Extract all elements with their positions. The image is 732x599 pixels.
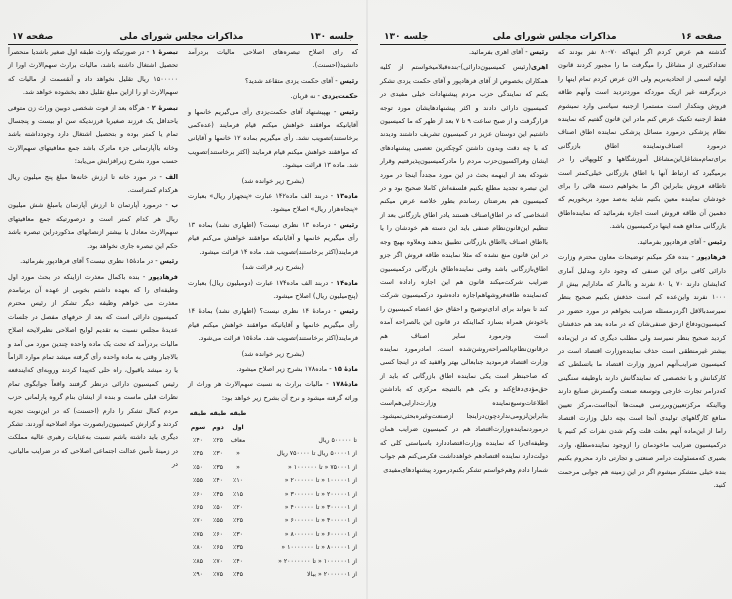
speaker-name: تبصرهٔ ۱ — [151, 48, 178, 56]
paragraph — [380, 61, 548, 477]
paragraph-text: که رای اصلاح تبصره‌های اصلاحی مالیات بردرآمد دانشید(احسنت). — [188, 48, 358, 70]
speaker-name: تبصرهٔ ۲ — [151, 103, 178, 112]
paragraph — [8, 102, 178, 169]
paragraph-text: - درمورد آپارتمان تا ارزش آپارتمان یامبلغ شش میلیون ریال هر کدام کمتر است و درصورتیکه جمع معافیتهای سهم‌الارث معادل یا بیشتر ازنصابهای مذکوردراین تبصره باشد حکم این تبصره جاری نخواهد بود. — [8, 201, 178, 250]
table-row — [188, 474, 358, 487]
rate-cell: ٪۳۵ — [233, 544, 243, 552]
page-number: صفحه ۱۶ — [680, 32, 722, 42]
page-header — [380, 26, 726, 45]
paragraph — [188, 90, 358, 103]
speaker-name: فرهادپور — [148, 272, 178, 281]
paragraph — [8, 271, 178, 472]
rate-cell: ٪۴۰ — [213, 477, 223, 485]
rate-cell: ٪۸۵ — [193, 557, 203, 565]
header-class: طبقه دوم — [209, 410, 227, 431]
paragraph-text: - درماده ۱۳ نظری نیست؟ (اظهاری نشد) بماده ۱۳ رأی میگیریم خانمها و آقایانیکه موافقند خواهش می‌کنم قیام فرمایند(اکثر برخاستند)تصویب شد. ماده ۱۴ قرائت میشود. — [188, 220, 358, 256]
rate-cell: ٪۵۰ — [213, 504, 223, 511]
header-class: طبقه اول — [229, 410, 247, 431]
paragraph-text: - دربند الف ماده۱۷۴ عبارت (دومیلیون ریال) بعبارت (پنج‌میلیون ریال) اصلاح میشود. — [188, 278, 358, 300]
speaker-name: مادهٔ ۱۵ — [333, 364, 358, 373]
paragraph-text: - هرگاه بعد از فوت شخصی دوبین وراث زن متوفی یاحداقل یک فرزند صغیریا فرزندیکه سن او بیست و پنجسال تمام یا کمتر بوده و بتحصیل اشتغال دارد وجودداشته باشد وخانه یاآپارتمانی جزء ماترک باشد جمع معافیتهای سهم‌الارث حسب مورد بشرح زیرافزایش می‌یابد: — [8, 103, 178, 166]
speaker-name: فرهادپور — [696, 253, 726, 262]
rate-cell: ٪۴۵ — [193, 450, 203, 458]
paragraph — [188, 378, 358, 405]
rate-cell: ٪۱۰ — [233, 477, 243, 485]
rate-cell: ٪۴۰ — [233, 557, 243, 565]
rate-cell: ٪۳۵ — [213, 463, 223, 471]
speaker-name: ماده۱۳ — [336, 192, 358, 201]
paragraph-text: - مالیات برارث به نسبت سهم‌الارث هر وراث از وراثه گرفته میشود و نرخ آن بشرح زیر خواهد بود: — [188, 380, 358, 402]
paragraph — [188, 106, 358, 173]
bracket-cell: از ۱۰۰۰۰۰۰۱ « تا ۲۰۰۰۰۰۰۰ « — [278, 557, 357, 565]
paragraph — [188, 46, 358, 73]
rate-cell: ٪۷۵ — [213, 571, 223, 579]
paragraph — [558, 236, 726, 249]
paragraph-text: - آقای اهری بفرمائید. — [468, 48, 530, 56]
table-row — [188, 501, 358, 514]
table-row — [188, 514, 358, 527]
rate-cell: ٪۷۰ — [193, 517, 203, 525]
rate-cell: ٪۴۵ — [233, 571, 243, 579]
speaker-name: رئیس — [339, 220, 358, 229]
speaker-name: رئیس — [339, 76, 358, 85]
paragraph — [8, 171, 178, 198]
book-gutter — [366, 0, 368, 599]
publication-title: مذاکرات مجلس شورای ملی — [492, 32, 617, 42]
table-row — [188, 555, 358, 568]
table-row — [188, 528, 358, 541]
rate-cell: ٪۵۵ — [213, 517, 223, 525]
paragraph-text: - ماده۱۷۸ بشرح زیر اصلاح میشود. — [236, 364, 334, 373]
paragraph — [380, 46, 548, 59]
rate-cell: ٪۱۵ — [233, 490, 243, 498]
bracket-cell: از ۳۰۰۰۰۰۱ « تا ۴۰۰۰۰۰۰ « — [284, 504, 357, 511]
speaker-name: مادهٔ۱۷۸ — [332, 380, 358, 389]
paragraph — [558, 251, 726, 492]
speaker-name: ب — [171, 201, 178, 210]
rate-cell: ٪۶۵ — [213, 544, 223, 552]
rate-cell: « — [236, 450, 240, 458]
rate-cell: ٪۷۵ — [193, 530, 203, 538]
table-row — [188, 488, 358, 501]
rate-cell: ٪۶۵ — [193, 504, 203, 511]
rate-cell: ٪۲۵ — [213, 436, 223, 444]
table-header-row — [188, 407, 358, 434]
paragraph-text: - در صورتیکه وارث طبقه اول صغیر باشدیا منحصراً تحصیل اشتغال داشته باشد، مالیات برارث سهم‌الارث اورا از ۱۵۰۰۰۰۰ ریال تقلیل نخواهد داد و آنقسمت از مالیات که سهم‌الارث او را ازاین مبلغ تقلیل دهد بخشوده خواهد شد. — [8, 48, 178, 97]
header-bracket — [248, 407, 358, 434]
paragraph — [188, 219, 358, 259]
paragraph — [188, 75, 358, 88]
speaker-name: الف — [165, 172, 178, 181]
text-column-right — [188, 46, 358, 579]
bracket-cell: از ۲۰۰۰۰۰۰۱ « ببالا — [306, 571, 357, 579]
text-column-left — [380, 46, 548, 559]
speaker-name: رئیس — [159, 257, 178, 266]
paragraph-text: - درمادهٔ ۱۴ نظری نیست؟ (اظهاری نشد) بمادهٔ ۱۴ رأی میگیریم خانمها و آقایانیکه موافقند خواهش میکنم قیام فرمایند(اکثر برخاستند)تصویب شد. مادهٔ۱۵ قرائت می‌شود. — [188, 307, 358, 343]
table-row — [188, 541, 358, 554]
session-label: جلسه ۱۳۰ — [384, 32, 429, 42]
paragraph: (بشرح زیر خوانده شد) — [241, 349, 305, 358]
rate-cell: ٪۶۰ — [213, 530, 223, 538]
page-number: صفحه ۱۷ — [12, 32, 54, 42]
paragraph-text: گذشته هم عرض کردم اگر اینهاکه ۷۰-۸۰ نفر بودند که تعدادکثیری از مشاغل را میگرفت ما را مجبور کردند قانون اولیه اسمی از اتحادیه‌بریم ولی الان عرض کردم تمام اینها را دربرگرفته غیر ازیک موردکه موردتردید است وآنهم طاقه فروش وبنکدار است مستمرا ازجنبه سیاسی وارد نمیشوم فقط ازجنبه تکنیک عرض کنم مادر این قانون گفتیم که نماینده نظام پزشکی درمورد مسائل پزشکی نماینده اطاق اصناف درمورد اصناف‌ونماینده اطاق بازرگانی برای‌تمام‌مشاغل‌این‌مشاغل آموزشگاهها و کلوپهائی را در برمیگیرد که ارتباط آنها با اطاق بازرگانی خیلی‌کمتر است تاطاقه فروش بنابراین اگر ما بخواهیم دسته هائی را برای خودشان نماینده معین بکنیم شاید به‌صد مورد بربخوریم که دهمین آن طاقه فروش است اجازه بفرمائید که نماینده‌اطاق بازرگانی مدافع همه اینها درکمیسیون باشد. — [558, 48, 727, 231]
paragraph — [8, 255, 178, 268]
text-column-left — [8, 46, 178, 559]
rate-cell: ٪۴۰ — [193, 436, 203, 444]
text-column-right — [558, 46, 726, 559]
bracket-cell: از ۱۰۰۰۰۰۱ « تا ۲۰۰۰۰۰۰ « — [284, 477, 357, 485]
page-17 — [8, 0, 358, 599]
page-16 — [380, 0, 726, 599]
paragraph-text: - بهپیشنهاد آقای حکمت‌یزدی رأی می‌گیریم خانمها و آقایانیکه موافقند خواهش میکنم قیام فرمایند (عده‌کمی برخاستند)تصویب نشد. رأی میگیریم بماده ۱۲ خانمها و آقایانی که موافقند خواهش میکنم قیام فرمایند (اکثر برخاستند)تصویب شد. ماده ۱۳ قرائت میشود. — [188, 107, 358, 170]
paragraph: (بشرح زیر خوانده شد) — [241, 176, 305, 185]
rate-cell: ٪۵۵ — [193, 477, 203, 485]
rate-cell: ٪۹۰ — [193, 571, 203, 579]
paragraph-text: - در مادهٔ۱۵ نظری نیست؟ آقای فرهادپور بفرمائید. — [20, 257, 160, 266]
rate-cell: ٪۴۵ — [213, 490, 223, 498]
speaker-name: رئیس — [339, 307, 358, 316]
tax-rate-table — [188, 407, 358, 581]
bracket-cell: از ۲۰۰۰۰۰۱ « تا ۳۰۰۰۰۰۰ « — [284, 490, 357, 498]
bracket-cell: از ۷۵۰۰۰۱ « تا ۱۰۰۰۰۰۰ « — [288, 463, 357, 471]
speaker-name: رئیس — [529, 48, 548, 56]
rate-cell: ٪۲۵ — [233, 517, 243, 525]
rate-cell: ٪۲۰ — [233, 504, 243, 511]
table-row — [188, 568, 358, 581]
session-label: جلسه ۱۳۰ — [309, 32, 354, 42]
rate-cell: ٪۶۰ — [193, 490, 203, 498]
speaker-name: ماده۱۴ — [336, 278, 358, 287]
speaker-name: اهری — [531, 63, 548, 72]
paragraph — [8, 199, 178, 253]
paragraph-text: - بنده فکر میکنم توضیحات معاون محترم وزارت دارائی کافی برای این صنفی که وجود دارد وبدلیل آماری که‌ایشان دارند ۷۰ یا ۸۰ نفرند و باآمار که مادارایم بیش از ۱۰۰۰ نفرند واین‌عده کم است حذفش بکنیم صحیح بنظر نمیرسدبالاقل اگردرمسئله ضرایب بخواهم در مورد حضور در کمیسیون‌ودفاع ازحق صنفی‌شان که در ماده بعد هم حذفشان کردید صحیح بنظر نمیرسد ولی مطلب دیگری که در این‌ماده بیشتر غیرمنطقی است حذف نماینده‌وزارت اقتصاد است در کمیسیون ضرایب‌آنهم امروز وزارت اقتصاد ما باتسلطی که کارکنانش و با تخصصی که نمایندگانش دارند باوظیفه سنگینی که‌درامر تجارت خارجی وتوسعه صنعت وگسترش صنایع دارند وبااینکه مرکز‌تعیین‌وبررسی قیمت‌ها آنجااست،مرکز تعیین منافع کارگاههای تولیدی آنجا است بچه دلیل وزارت اقتصاد راما از این‌ماده آنهم بعلت قلت وکم شدن نفرات کم کنیم یا درکمیسیون ضرایب ماخودمان را ازوجود نماینده‌مطلع، وارد، بصیری که‌مسئولیت درامر صنعتی و تجارتی دارد محروم بکنیم بنده خیلی متشکر میشوم اگر در این زمینه هم جوابی مرحمت کنید. — [558, 253, 726, 489]
bracket-cell: از ۶۰۰۰۰۰۱ « تا ۸۰۰۰۰۰۰ « — [284, 530, 357, 538]
speaker-name: حکمت‌یزدی — [322, 92, 358, 101]
speaker-name: رئیس — [707, 237, 726, 246]
paragraph — [558, 46, 726, 234]
paragraph — [188, 190, 358, 217]
rate-cell: ٪۳۰ — [213, 450, 223, 458]
rate-cell: ٪۵۰ — [193, 463, 203, 471]
rate-cell: معاف — [230, 436, 246, 444]
rate-cell: ٪۳۰ — [233, 530, 243, 538]
table-row — [188, 447, 358, 460]
bracket-cell: از ۵۰۰۰۰۱ ریال تا ۷۵۰۰۰۰ ریال — [276, 450, 357, 458]
paragraph — [188, 277, 358, 304]
table-row — [188, 461, 358, 474]
paragraph-text: - در مورد خانه تا ارزش خانه‌ها مبلغ پنج میلیون ریال هرکدام کمتراست. — [8, 172, 178, 195]
table-row — [188, 434, 358, 447]
header-class: طبقه سوم — [189, 410, 207, 431]
bracket-cell: از ۸۰۰۰۰۰۱ « تا ۱۰۰۰۰۰۰۰ « — [281, 544, 357, 552]
publication-title: مذاکرات مجلس شورای ملی — [119, 32, 244, 42]
rate-cell: « — [236, 463, 240, 471]
rate-cell: ٪۸۰ — [193, 544, 203, 552]
paragraph-text: (رئیس کمیسیون‌دارائی)-بنده‌قبلا‌میخواستم از کلیه همکاران بخصوص از آقای فرهادپور و آقای حکمت یزدی تشکر بکنم که نمایندگی حزب مردم پیشنهادات خیلی مفیدی در کمیسیون دارائی دادند و اکثر پیشنهادهایشان مورد توجه قرارگرفت و از صبح ساعت ۹ تا ۷ بعد از ظهر که ما کمیسیون داشتیم این دوستان عزیز در کمیسیون‌ تشریف داشتند ودیدند که با چه دقت وبدون داشتن کوچکترین تعصبی پیشنهادهای ایشان وفراکسیون‌حزب مردم را مادرکمیسیون‌پذیرفتیم وقرار شودکه بعد از اینهمه بحث در این مورد مجدداً اینجا در مورد این تبصره تجدید مطلع بکنیم فلسفه‌اش کاملا صحیح بود و در کمیسیون هم بعرضتان رساندم بطور خلاصه عرض میکنم اشخاصی که در اطاق‌اصناف هستند یادر اطاق بازرگانی بعد از تنظیم این‌قانون‌نظام صنفی باید این دسته هم خودشان را یا بااطاق اصناف یااطاق بازرگانی تطبیق بدهند وبعلاوه بهیچ وجه در این قانون منع نشده که مثلا نماینده طاقه فروش اگر جزو اطاق‌بازرگانی باشد وقتی نماینده‌اطاق بازرگانی درکمیسیون ضرایب شرکت‌میکند قانون هم این اجازه راداده است که‌نماینده طاقه‌فروشها‌هم‌اجازه داده‌شود درکمیسیون شرکت کند تا بتواند برای ادای‌توضیح و احقاق حق اعضاء کمیسیون را باخودش همراه بسازد کمااینکه در قانون این بالصراحه آمده است ودرمورد سایر اصناف هم درقانون‌نظام‌بالصراحه‌روشن‌شده است. امادرمورد نماینده وزارت اقتصاد فرمودید جنابعالی بهتر واقفید که در اینجا کسی که صاحبنظر است یکی نماینده اطاق بازرگانی که باید از حق‌مؤدی‌دفاع‌کند و یکی هم بالنتیجه مرکزی که باداشتن اطلاعات‌وسیع‌نماینده وزارت‌دارایی‌هم‌است بنابراین‌لزومی‌ندارد‌چون‌در‌اینجا ازصنعت‌وغیره‌بحثی‌نمیشود. درمورد‌نماینده‌وزارت‌اقتصاد هم در کمیسیون ضرایب همان وظیفه‌ای‌را که نماینده وزارت‌اقتصاددارد باسیاستی کلی که دولت‌دارد نماینده اقتصادهم خواهدداشت فکرمی‌کنم هم جواب شمارا دادم وهم‌خواستم تشکر بکنم‌درمورد پیشنهادهای‌مفیدی — [380, 63, 548, 474]
rate-cell: ٪۷۰ — [213, 557, 223, 565]
paragraph-text: - آقای فرهادپور بفرمائید. — [637, 237, 708, 246]
bracket-cell: تا ۵۰۰۰۰۰ ریال — [318, 436, 357, 444]
paragraph-text: - نه قربان. — [290, 92, 322, 101]
paragraph-text: - آقای حکمت یزدی متقاعد شدید؟ — [244, 76, 340, 85]
bracket-cell: از ۴۰۰۰۰۰۱ « تا ۶۰۰۰۰۰۰ « — [284, 517, 357, 525]
paragraph: (بشرح زیر قرائت شد) — [242, 263, 304, 272]
paragraph-text: - بنده باکمال معذرت ازاینکه در بحث مورد اول وظیفه‌ای را که بعهده داشتم بخوبی از عهده آن برنیامدم معذرت می خواهم وظیفه دیگر تشکر از رئیس محترم کمیسیون دارائی است که بعد از حرفهای مفصل در جلسات عدیدهٔ مجلس نسبت به تقدیم لوایح اصلاحی نظیرلایحه اصلاح مالیات بردرآمد که تحت یک ماده واحده چندین مورد می آمد و بالاجبار وقتی به ماده واحده رأی گرفته میشد تمام موارد الزاماً یا رد میشد یاقبول، راه حلی که‌پیدا کردند وروبه‌ای که‌ایندفعه رئیس کمیسیون دارائی درنظر گرفتند واقعاً جوابگوی تمام نظرات قبلی ماست و بنده از ایشان بنام گروه پارلمانی حزب مردم کمال تشکر را دارم (احسنت) که در این‌نوبت تجزیه کردند و گزارش کمیسیون‌رابصورت مواد اصلاحیه آوردند. تشکر دیگری باید داشته باشم نسبت به‌عنایات رهبری عالیه مملکت در زمینهٔ تأمین عدالت اجتماعی اصلاحی که در ضرایب مالیاتی، در — [8, 272, 178, 469]
speaker-name: رئیس — [339, 107, 358, 116]
paragraph-text: - دربند الف ماده۱۴۲ عبارت «پنجهزار ریال» بعبارت «پنجاه‌هزار ریال» اصلاح میشود. — [188, 192, 358, 214]
paragraph — [8, 46, 178, 100]
paragraph — [188, 305, 358, 345]
paragraph — [188, 363, 358, 376]
page-header — [8, 26, 358, 45]
